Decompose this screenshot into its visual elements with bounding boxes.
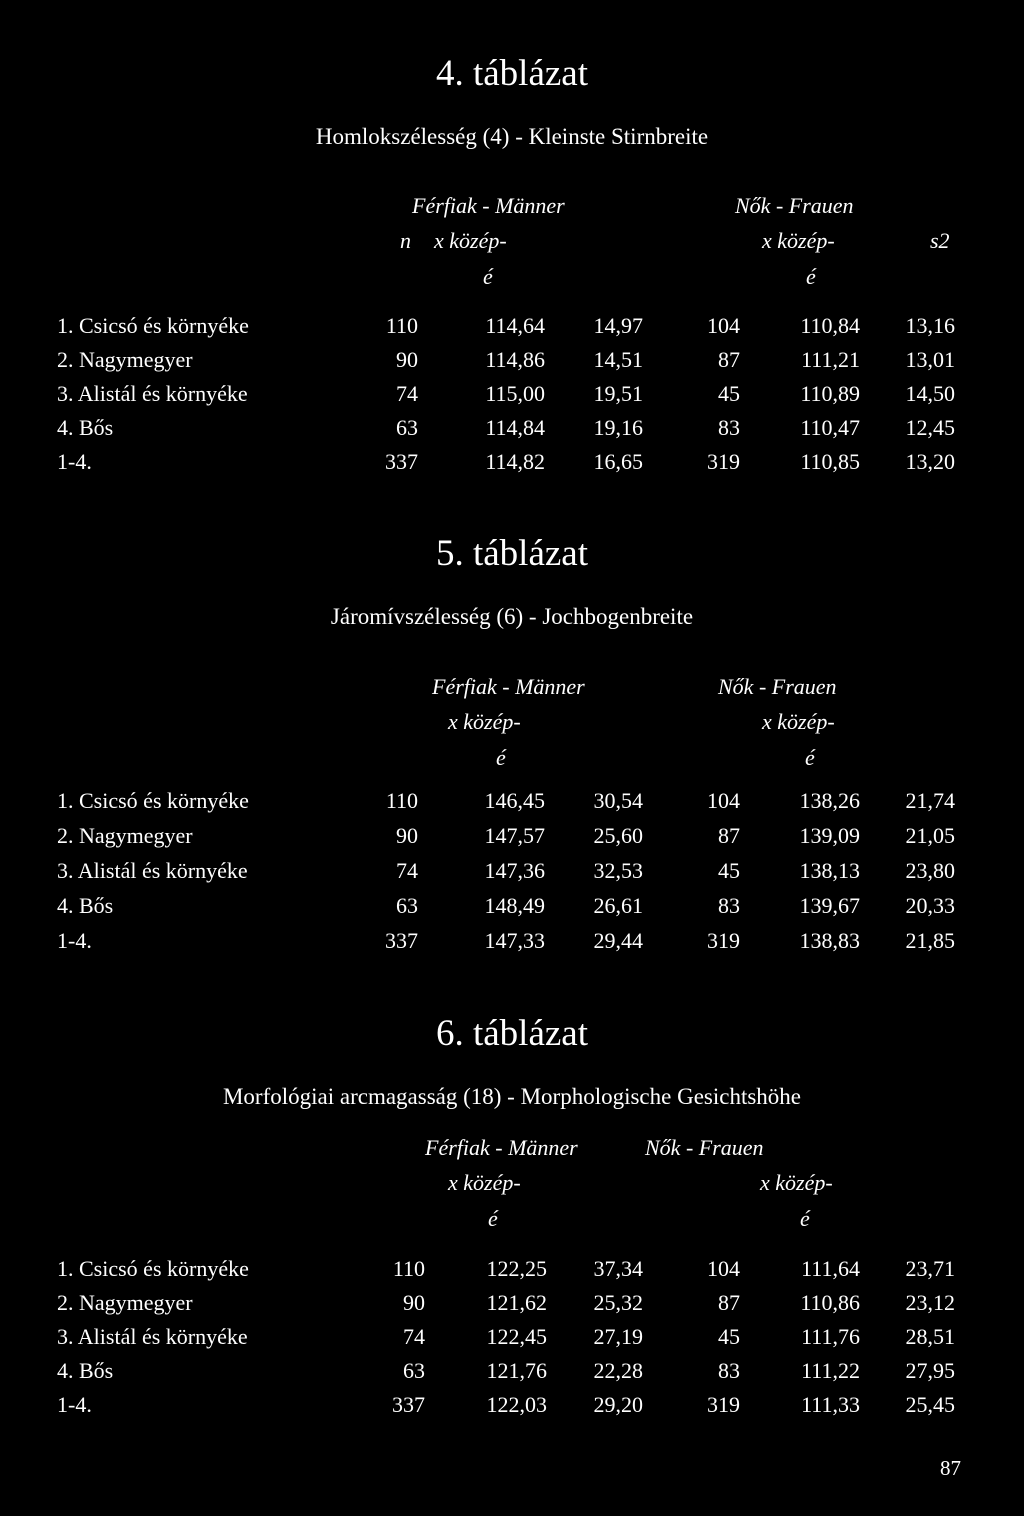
table-4-e-women-header: é (806, 264, 816, 289)
men-mean: 147,33 (484, 928, 545, 953)
men-s2: 22,28 (593, 1358, 643, 1383)
men-n: 337 (385, 928, 418, 953)
men-s2: 32,53 (593, 858, 643, 883)
men-n: 110 (385, 788, 418, 813)
women-s2: 21,05 (905, 823, 955, 848)
men-s2: 16,65 (593, 449, 643, 474)
row-label: 4. Bős (57, 1358, 114, 1383)
men-s2: 19,51 (593, 381, 643, 406)
women-mean: 111,64 (801, 1256, 860, 1281)
row-label: 3. Alistál és környéke (57, 381, 248, 406)
men-s2: 14,51 (593, 347, 643, 372)
women-n: 87 (718, 1290, 740, 1315)
men-s2: 37,34 (593, 1256, 643, 1281)
table-5-e-men-header: é (496, 745, 506, 770)
women-mean: 138,26 (799, 788, 860, 813)
women-n: 104 (707, 313, 740, 338)
men-s2: 30,54 (593, 788, 643, 813)
men-n: 63 (396, 893, 418, 918)
women-n: 87 (718, 347, 740, 372)
men-n: 90 (396, 823, 418, 848)
men-s2: 29,20 (593, 1392, 643, 1417)
men-n: 74 (396, 858, 418, 883)
women-s2: 27,95 (905, 1358, 955, 1383)
men-n: 63 (403, 1358, 425, 1383)
women-mean: 110,47 (800, 415, 860, 440)
women-s2: 21,74 (905, 788, 955, 813)
men-n: 90 (396, 347, 418, 372)
table-4-subtitle: Homlokszélesség (4) - Kleinste Stirnbreite (315, 124, 709, 149)
row-label: 2. Nagymegyer (57, 1290, 193, 1315)
men-mean: 147,36 (484, 858, 545, 883)
men-n: 337 (385, 449, 418, 474)
men-n: 63 (396, 415, 418, 440)
women-n: 319 (707, 928, 740, 953)
men-mean: 122,25 (486, 1256, 547, 1281)
men-s2: 14,97 (593, 313, 643, 338)
table-5-title: 5. táblázat (435, 533, 589, 574)
row-label: 3. Alistál és környéke (57, 1324, 248, 1349)
women-mean: 110,85 (800, 449, 860, 474)
men-mean: 147,57 (484, 823, 545, 848)
row-label: 4. Bős (57, 415, 114, 440)
men-n: 74 (403, 1324, 425, 1349)
table-5-men-header: Férfiak - Männer (432, 674, 585, 699)
women-s2: 12,45 (905, 415, 955, 440)
row-label: 1. Csicsó és környéke (57, 1256, 249, 1281)
men-mean: 114,64 (485, 313, 545, 338)
women-s2: 13,20 (905, 449, 955, 474)
table-4-x-men-header: x közép- (434, 228, 507, 253)
men-s2: 27,19 (593, 1324, 643, 1349)
women-s2: 23,71 (905, 1256, 955, 1281)
women-s2: 14,50 (905, 381, 955, 406)
women-mean: 111,21 (801, 347, 860, 372)
table-5-e-women-header: é (805, 745, 815, 770)
women-mean: 110,86 (800, 1290, 860, 1315)
row-label: 1-4. (57, 928, 92, 953)
women-mean: 111,76 (801, 1324, 860, 1349)
table-6-x-men-header: x közép- (448, 1170, 521, 1195)
women-s2: 23,12 (905, 1290, 955, 1315)
men-mean: 114,82 (485, 449, 545, 474)
row-label: 2. Nagymegyer (57, 347, 193, 372)
men-s2: 25,32 (593, 1290, 643, 1315)
women-s2: 20,33 (905, 893, 955, 918)
table-4-n-header: n (400, 228, 411, 253)
row-label: 4. Bős (57, 893, 114, 918)
page-number: 87 (940, 1456, 961, 1480)
men-s2: 19,16 (593, 415, 643, 440)
men-mean: 146,45 (484, 788, 545, 813)
women-s2: 25,45 (905, 1392, 955, 1417)
men-n: 110 (385, 313, 418, 338)
table-5-subtitle: Járomívszélesség (6) - Jochbogenbreite (330, 604, 694, 629)
table-5-women-header: Nők - Frauen (718, 674, 837, 699)
women-n: 104 (707, 788, 740, 813)
table-6-x-women-header: x közép- (760, 1170, 833, 1195)
women-mean: 111,22 (801, 1358, 860, 1383)
row-label: 1. Csicsó és környéke (57, 788, 249, 813)
men-mean: 114,84 (485, 415, 545, 440)
men-s2: 26,61 (593, 893, 643, 918)
men-s2: 25,60 (593, 823, 643, 848)
table-6-e-men-header: é (488, 1206, 498, 1231)
women-n: 319 (707, 449, 740, 474)
women-s2: 13,16 (905, 313, 955, 338)
women-n: 83 (718, 415, 740, 440)
women-s2: 23,80 (905, 858, 955, 883)
table-4-x-women-header: x közép- (762, 228, 835, 253)
women-s2: 21,85 (905, 928, 955, 953)
women-n: 83 (718, 893, 740, 918)
women-mean: 138,13 (799, 858, 860, 883)
table-4-title: 4. táblázat (435, 53, 589, 94)
women-n: 45 (718, 858, 740, 883)
men-n: 110 (392, 1256, 425, 1281)
table-4-s2-header: s2 (930, 228, 950, 253)
table-6-title: 6. táblázat (435, 1013, 589, 1054)
table-4-women-header: Nők - Frauen (735, 193, 854, 218)
women-n: 45 (718, 381, 740, 406)
table-5-x-men-header: x közép- (448, 709, 521, 734)
women-mean: 110,89 (800, 381, 860, 406)
men-mean: 121,62 (486, 1290, 547, 1315)
men-n: 337 (392, 1392, 425, 1417)
men-n: 74 (396, 381, 418, 406)
table-4-men-header: Férfiak - Männer (412, 193, 565, 218)
table-6-men-header: Férfiak - Männer (425, 1135, 578, 1160)
row-label: 1. Csicsó és környéke (57, 313, 249, 338)
men-mean: 121,76 (486, 1358, 547, 1383)
women-n: 87 (718, 823, 740, 848)
table-4-e-men-header: é (483, 264, 493, 289)
women-n: 104 (707, 1256, 740, 1281)
row-label: 2. Nagymegyer (57, 823, 193, 848)
men-mean: 122,03 (486, 1392, 547, 1417)
table-5-x-women-header: x közép- (762, 709, 835, 734)
women-mean: 139,67 (799, 893, 860, 918)
women-mean: 138,83 (799, 928, 860, 953)
women-s2: 13,01 (905, 347, 955, 372)
row-label: 1-4. (57, 449, 92, 474)
women-s2: 28,51 (905, 1324, 955, 1349)
men-mean: 122,45 (486, 1324, 547, 1349)
table-6-women-header: Nők - Frauen (645, 1135, 764, 1160)
table-6-subtitle: Morfológiai arcmagasság (18) - Morphologische Gesichtshöhe (222, 1084, 802, 1109)
men-mean: 148,49 (484, 893, 545, 918)
women-n: 319 (707, 1392, 740, 1417)
women-mean: 111,33 (801, 1392, 860, 1417)
women-mean: 139,09 (799, 823, 860, 848)
men-mean: 114,86 (485, 347, 545, 372)
table-6-e-women-header: é (800, 1206, 810, 1231)
women-mean: 110,84 (800, 313, 860, 338)
row-label: 3. Alistál és környéke (57, 858, 248, 883)
women-n: 83 (718, 1358, 740, 1383)
men-n: 90 (403, 1290, 425, 1315)
women-n: 45 (718, 1324, 740, 1349)
row-label: 1-4. (57, 1392, 92, 1417)
men-s2: 29,44 (593, 928, 643, 953)
men-mean: 115,00 (485, 381, 545, 406)
